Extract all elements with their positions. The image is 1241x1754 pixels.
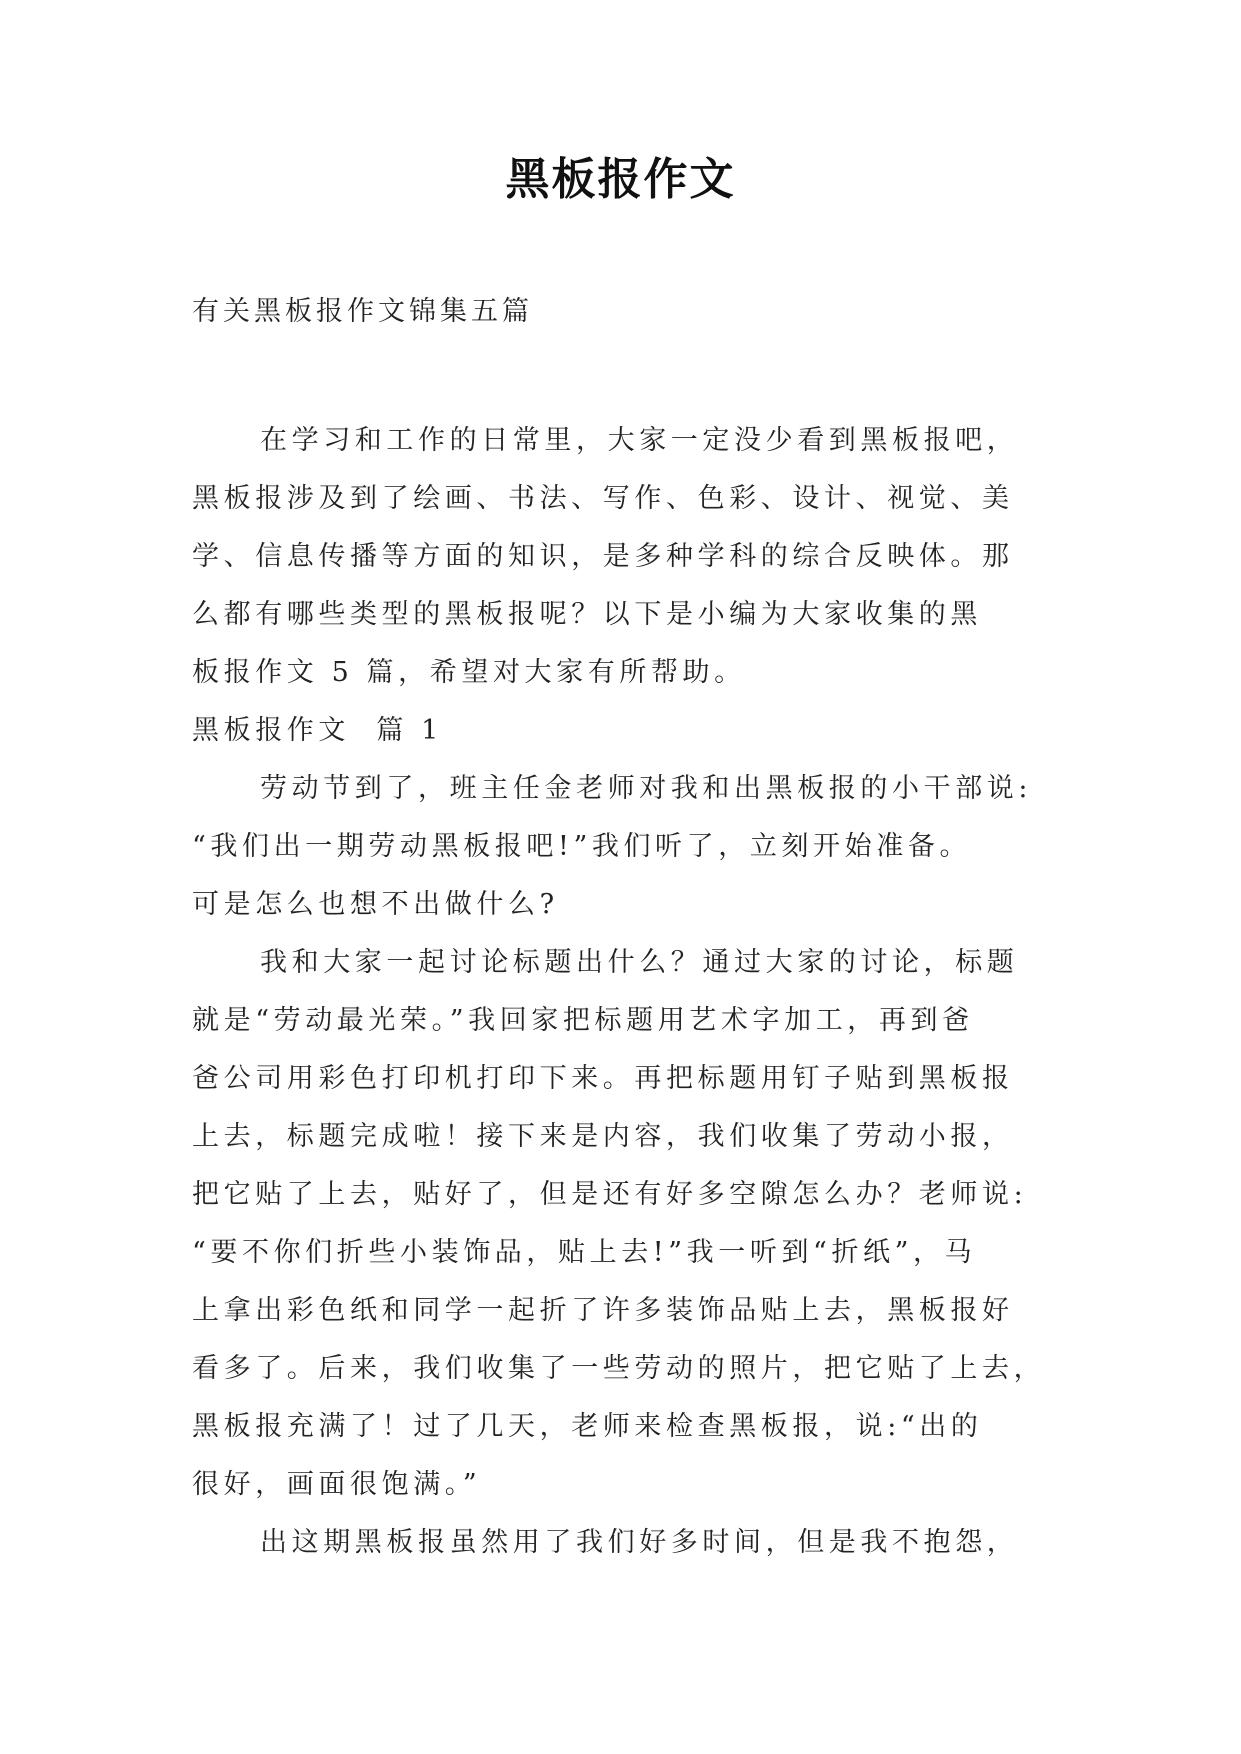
document-body	[192, 412, 1072, 1572]
body-line: 劳动节到了，班主任金老师对我和出黑板报的小干部说:	[260, 773, 1033, 804]
body-line: 就是“劳动最光荣。”我回家把标题用艺术字加工，再到爸	[192, 1005, 974, 1036]
body-line: 我和大家一起讨论标题出什么？通过大家的讨论，标题	[260, 947, 1019, 978]
body-line: 很好，画面很饱满。”	[192, 1469, 482, 1500]
body-line: 上拿出彩色纸和同学一起折了许多装饰品贴上去，黑板报好	[192, 1295, 1014, 1326]
body-line: 上去，标题完成啦！接下来是内容，我们收集了劳动小报，	[192, 1121, 1014, 1152]
section-heading: 黑板报作文 篇 1	[192, 715, 443, 746]
body-line: 黑板报涉及到了绘画、书法、写作、色彩、设计、视觉、美	[192, 483, 1014, 514]
document-subtitle: 有关黑板报作文锦集五篇	[192, 296, 533, 327]
body-line: 把它贴了上去，贴好了，但是还有好多空隙怎么办？老师说:	[192, 1179, 1028, 1210]
body-line: 出这期黑板报虽然用了我们好多时间，但是我不抱怨，	[260, 1527, 1019, 1558]
body-line: 学、信息传播等方面的知识，是多种学科的综合反映体。那	[192, 541, 1014, 572]
body-line: 么都有哪些类型的黑板报呢？以下是小编为大家收集的黑	[192, 599, 982, 630]
body-line: 可是怎么也想不出做什么?	[192, 889, 559, 920]
body-line: 爸公司用彩色打印机打印下来。再把标题用钉子贴到黑板报	[192, 1063, 1014, 1094]
body-line: 看多了。后来，我们收集了一些劳动的照片，把它贴了上去，	[192, 1353, 1046, 1384]
document-title: 黑板报作文	[505, 154, 736, 205]
body-line: “要不你们折些小装饰品，贴上去!”我一听到“折纸”，马	[192, 1237, 977, 1268]
body-line: 板报作文 5 篇，希望对大家有所帮助。	[192, 657, 746, 688]
body-line: 在学习和工作的日常里，大家一定没少看到黑板报吧，	[260, 425, 1019, 456]
body-line: “我们出一期劳动黑板报吧!”我们听了，立刻开始准备。	[192, 831, 972, 862]
body-line: 黑板报充满了！过了几天，老师来检查黑板报，说:“出的	[192, 1411, 983, 1442]
